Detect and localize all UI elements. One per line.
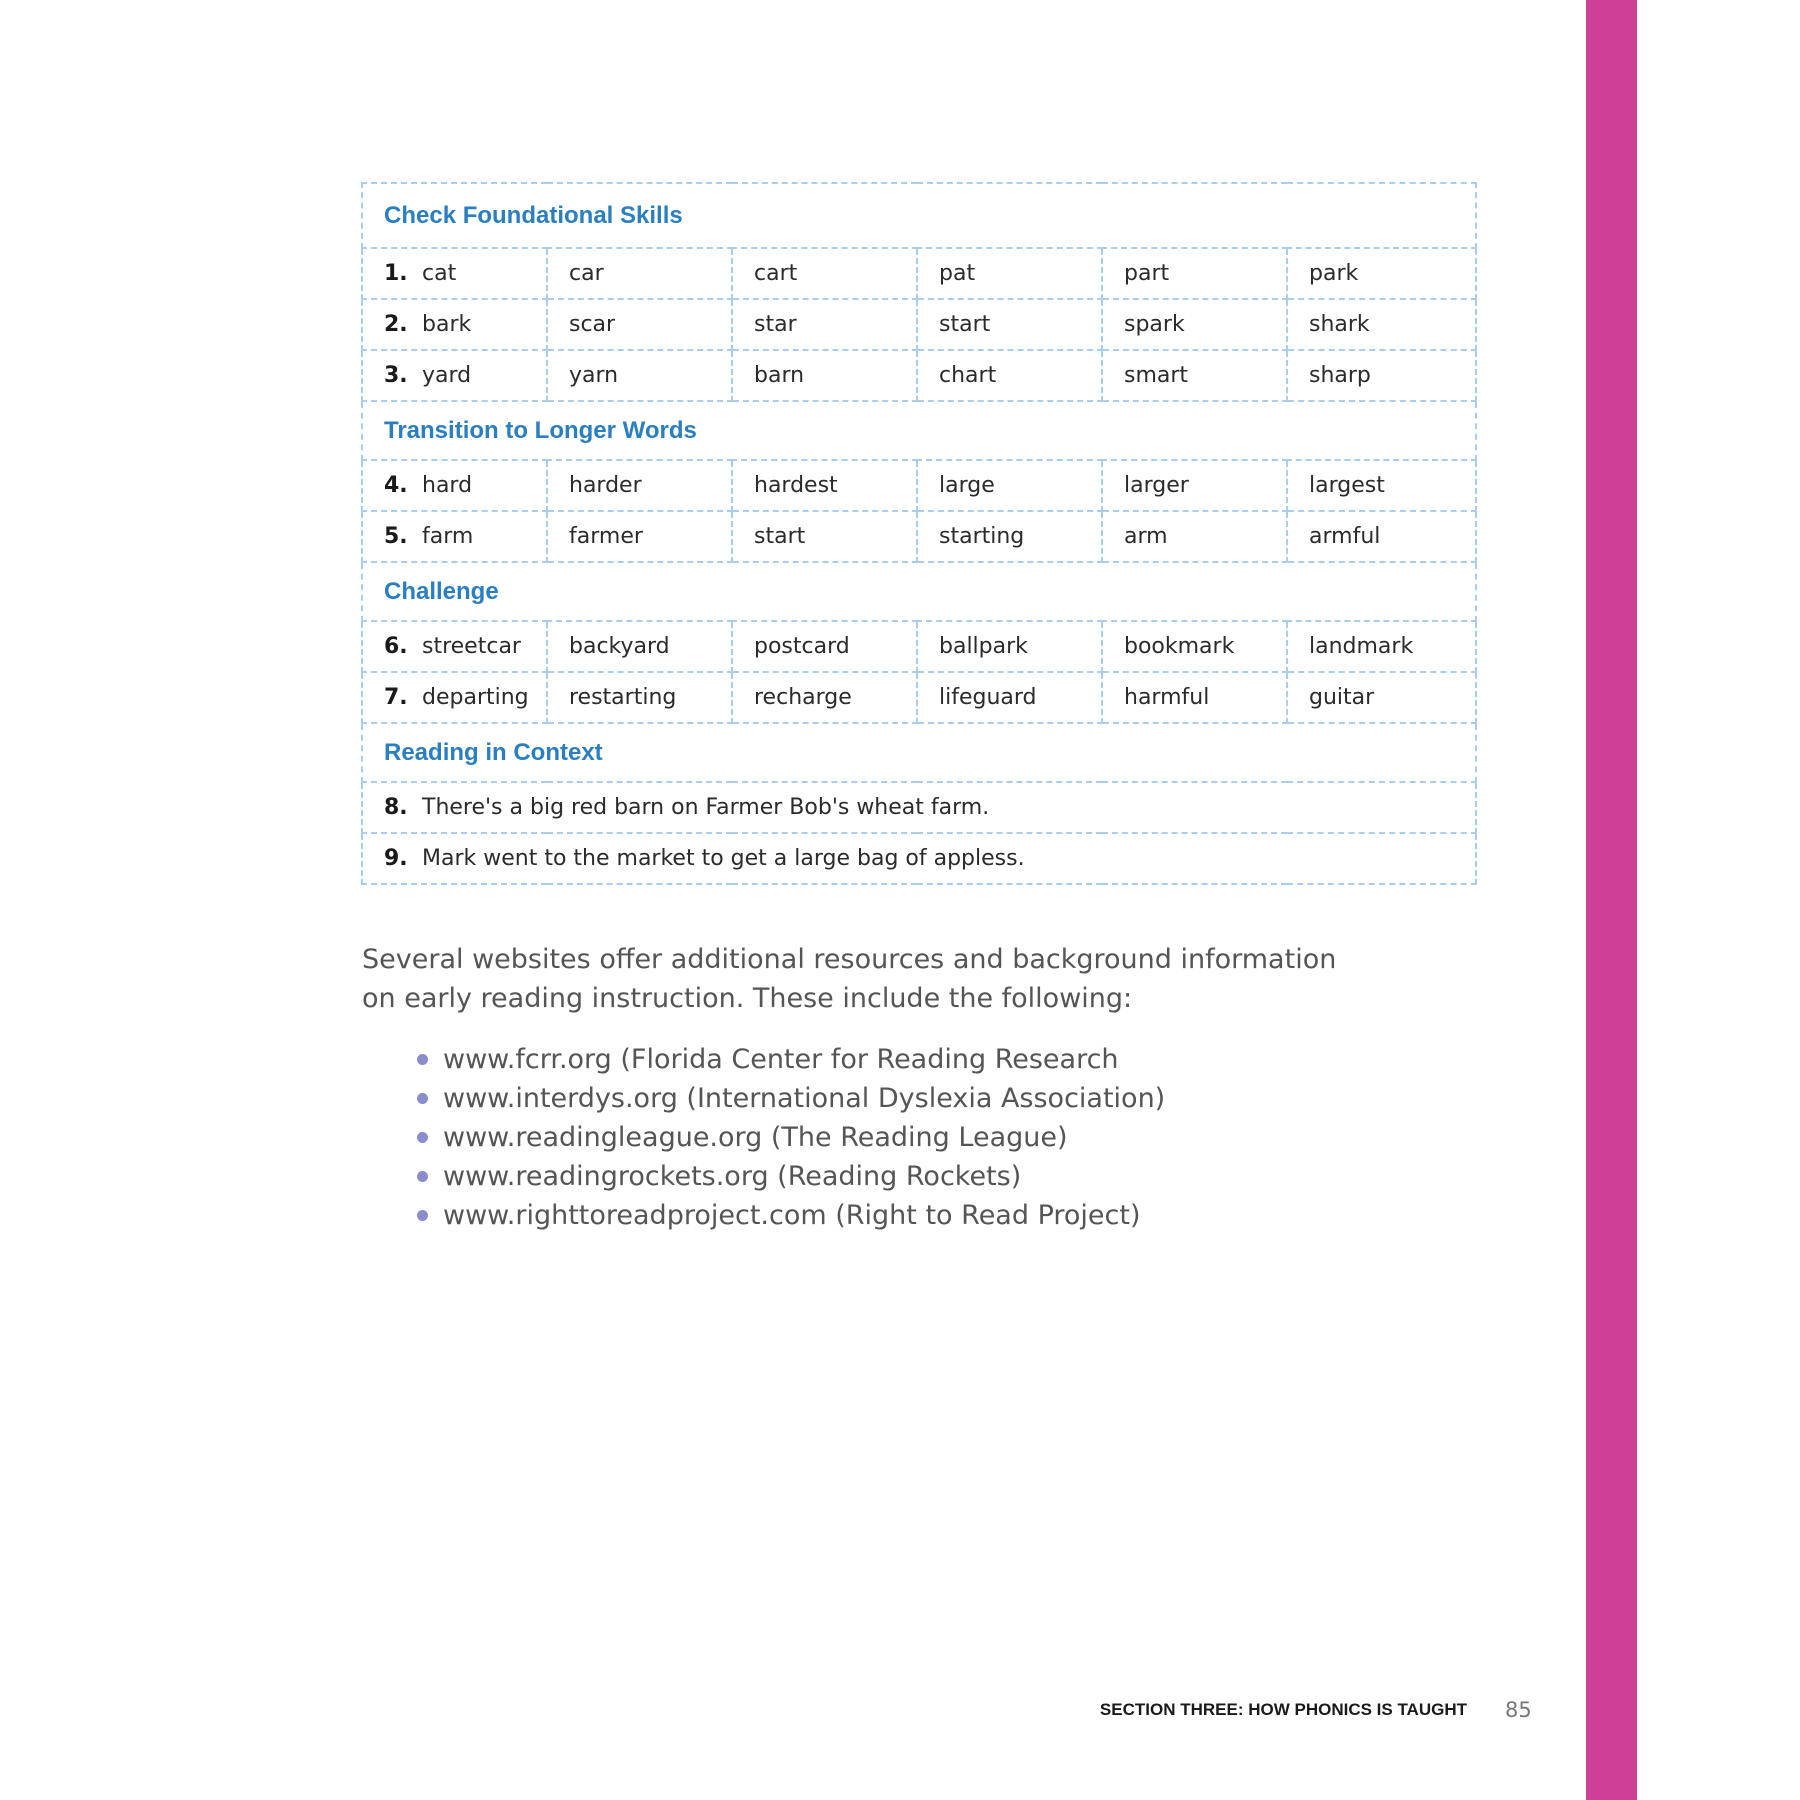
word-cell (362, 299, 547, 350)
word-cell: yarn (547, 350, 732, 401)
word-cell: hardest (732, 460, 917, 511)
row-number: 1. (384, 261, 408, 286)
side-color-band (1586, 0, 1637, 1800)
footer-section-title: SECTION THREE: HOW PHONICS IS TAUGHT (1099, 1700, 1467, 1719)
word-cell (362, 350, 547, 401)
list-item (362, 1196, 1165, 1235)
word-cell: spark (1102, 299, 1287, 350)
word-cell: arm (1102, 511, 1287, 562)
word: farm (422, 524, 474, 549)
word-cell: largest (1287, 460, 1476, 511)
word: departing (422, 685, 529, 710)
section-heading-row (362, 562, 1476, 621)
row-number: 4. (384, 473, 408, 498)
website-link-text: www.interdys.org (International Dyslexia Association) (443, 1083, 1166, 1114)
word-cell: smart (1102, 350, 1287, 401)
table-row (362, 248, 1476, 299)
section-heading-row (362, 401, 1476, 460)
word-cell: part (1102, 248, 1287, 299)
website-link-text: www.fcrr.org (Florida Center for Reading Research (443, 1044, 1119, 1075)
row-number: 9. (384, 846, 408, 871)
sentence-text: There's a big red barn on Farmer Bob's wheat farm. (422, 795, 990, 820)
row-number: 6. (384, 634, 408, 659)
list-item (362, 1157, 1165, 1196)
word-cell (362, 460, 547, 511)
word-cell (362, 511, 547, 562)
word: hard (422, 473, 473, 498)
section-heading-row (362, 183, 1476, 248)
word-cell: landmark (1287, 621, 1476, 672)
table-row (362, 350, 1476, 401)
table-row (362, 299, 1476, 350)
word-cell: large (917, 460, 1102, 511)
word-cell (362, 248, 547, 299)
word-cell: sharp (1287, 350, 1476, 401)
section-heading-row (362, 723, 1476, 782)
table-row (362, 460, 1476, 511)
website-list (362, 1040, 1165, 1235)
word-cell: backyard (547, 621, 732, 672)
table-row (362, 621, 1476, 672)
word: cat (422, 261, 457, 286)
word-cell: star (732, 299, 917, 350)
row-number: 8. (384, 795, 408, 820)
word-cell (362, 672, 547, 723)
word-cell: bookmark (1102, 621, 1287, 672)
word-cell: start (732, 511, 917, 562)
word-cell: recharge (732, 672, 917, 723)
word: streetcar (422, 634, 521, 659)
word-cell: postcard (732, 621, 917, 672)
word-cell: shark (1287, 299, 1476, 350)
word-cell: barn (732, 350, 917, 401)
bullet-icon (417, 1054, 428, 1065)
row-number: 3. (384, 363, 408, 388)
bullet-icon (417, 1132, 428, 1143)
word-cell: pat (917, 248, 1102, 299)
page-number: 85 (1505, 1698, 1532, 1722)
website-link-text: www.readingrockets.org (Reading Rockets) (443, 1161, 1022, 1192)
word-cell: restarting (547, 672, 732, 723)
list-item (362, 1118, 1165, 1157)
sentence-cell (362, 833, 1476, 884)
table-row (362, 672, 1476, 723)
section-heading-transition: Transition to Longer Words (362, 401, 1476, 460)
word-cell: harder (547, 460, 732, 511)
bullet-icon (417, 1210, 428, 1221)
website-link-text: www.readingleague.org (The Reading League) (443, 1122, 1068, 1153)
section-heading-foundational: Check Foundational Skills (362, 183, 1476, 248)
word: bark (422, 312, 472, 337)
sentence-text: Mark went to the market to get a large bag of appless. (422, 846, 1025, 871)
word-cell: park (1287, 248, 1476, 299)
word-cell: cart (732, 248, 917, 299)
word-cell: harmful (1102, 672, 1287, 723)
sentence-row (362, 782, 1476, 833)
row-number: 2. (384, 312, 408, 337)
word-cell: starting (917, 511, 1102, 562)
word-cell (362, 621, 547, 672)
word-cell: armful (1287, 511, 1476, 562)
word-cell: scar (547, 299, 732, 350)
table-row (362, 511, 1476, 562)
bullet-icon (417, 1171, 428, 1182)
phonics-word-table (361, 182, 1477, 885)
sentence-row (362, 833, 1476, 884)
word-cell: guitar (1287, 672, 1476, 723)
section-heading-context: Reading in Context (362, 723, 1476, 782)
list-item (362, 1079, 1165, 1118)
word-cell: farmer (547, 511, 732, 562)
word-cell: car (547, 248, 732, 299)
row-number: 7. (384, 685, 408, 710)
bullet-icon (417, 1093, 428, 1104)
word: yard (422, 363, 472, 388)
intro-paragraph: Several websites offer additional resources and background information on early reading instruction. These include the following: (362, 944, 1337, 1014)
word-cell: lifeguard (917, 672, 1102, 723)
sentence-cell (362, 782, 1476, 833)
word-cell: start (917, 299, 1102, 350)
section-heading-challenge: Challenge (362, 562, 1476, 621)
website-link-text: www.righttoreadproject.com (Right to Read Project) (443, 1200, 1141, 1231)
word-cell: ballpark (917, 621, 1102, 672)
word-cell: larger (1102, 460, 1287, 511)
list-item (362, 1040, 1165, 1079)
row-number: 5. (384, 524, 408, 549)
word-cell: chart (917, 350, 1102, 401)
